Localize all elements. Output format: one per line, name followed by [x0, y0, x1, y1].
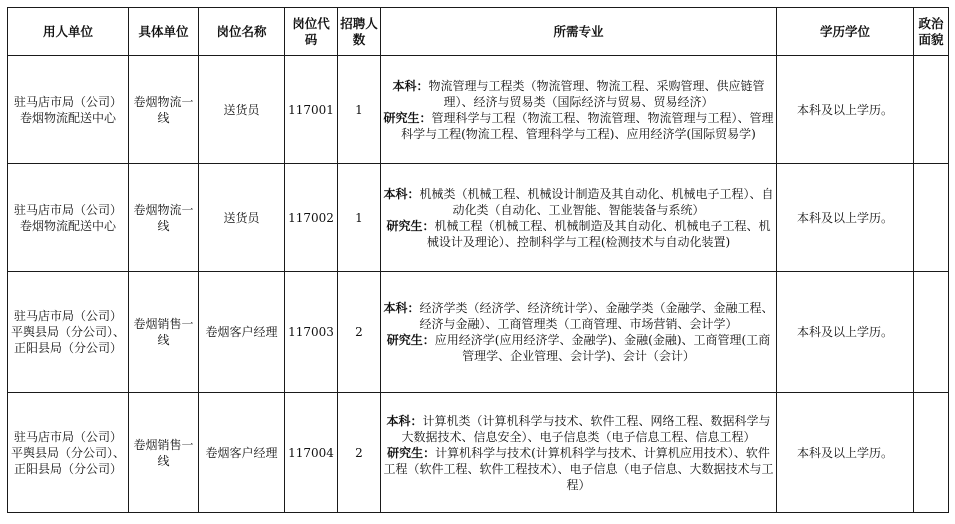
header-position: 岗位名称 [199, 8, 285, 56]
cell-employer: 驻马店市局（公司）卷烟物流配送中心 [8, 164, 129, 272]
undergrad-label: 本科： [383, 186, 420, 201]
cell-unit: 卷烟物流一线 [129, 164, 199, 272]
undergrad-majors: 物流管理与工程类（物流管理、物流工程、采购管理、供应链管理）、经济与贸易类（国际经济与贸易、贸易经济） [428, 78, 765, 109]
header-employer: 用人单位 [8, 8, 129, 56]
grad-label: 研究生： [386, 218, 435, 233]
cell-code: 117002 [285, 164, 338, 272]
cell-position: 卷烟客户经理 [199, 393, 285, 513]
cell-count: 1 [338, 56, 381, 164]
undergrad-majors: 机械类（机械工程、机械设计制造及其自动化、机械电子工程）、自动化类（自动化、工业智能、智能装备与系统） [419, 186, 774, 217]
grad-label: 研究生： [387, 445, 436, 460]
table-row [8, 272, 949, 393]
header-row [8, 8, 949, 56]
cell-education: 本科及以上学历。 [777, 164, 914, 272]
grad-label: 研究生： [383, 110, 432, 125]
grad-label: 研究生： [386, 333, 435, 347]
cell-political [914, 272, 949, 393]
grad-majors: 应用经济学(应用经济学、金融学)、金融(金融)、工商管理(工商管理学、企业管理、会计学)、会计（会计） [434, 333, 771, 363]
cell-position: 送货员 [199, 56, 285, 164]
cell-education: 本科及以上学历。 [777, 272, 914, 393]
undergrad-label: 本科： [383, 301, 420, 315]
header-code: 岗位代码 [285, 8, 338, 56]
cell-political [914, 56, 949, 164]
cell-employer: 驻马店市局（公司）卷烟物流配送中心 [8, 56, 129, 164]
cell-code: 117003 [285, 272, 338, 393]
table-row [8, 56, 949, 164]
cell-unit: 卷烟销售一线 [129, 393, 199, 513]
undergrad-label: 本科： [392, 78, 429, 93]
cell-unit: 卷烟物流一线 [129, 56, 199, 164]
grad-majors: 管理科学与工程（物流工程、物流管理、物流管理与工程）、管理科学与工程(物流工程、管理科学与工程)、应用经济学(国际贸易学) [401, 110, 774, 141]
header-major: 所需专业 [381, 8, 777, 56]
header-political: 政治面貌 [914, 8, 949, 56]
cell-major [381, 164, 777, 272]
cell-employer: 驻马店市局（公司）平舆县局（分公司）、正阳县局（分公司） [8, 272, 129, 393]
cell-count: 1 [338, 164, 381, 272]
undergrad-label: 本科： [386, 413, 423, 428]
grad-majors: 机械工程（机械工程、机械制造及其自动化、机械电子工程、机械设计及理论）、控制科学与工程(检测技术与自动化装置) [426, 218, 771, 249]
cell-position: 送货员 [199, 164, 285, 272]
header-count: 招聘人数 [338, 8, 381, 56]
undergrad-majors: 经济学类（经济学、经济统计学）、金融学类（金融学、金融工程、经济与金融）、工商管理类（工商管理、市场营销、会计学） [419, 301, 774, 331]
cell-major [381, 272, 777, 393]
cell-position: 卷烟客户经理 [199, 272, 285, 393]
cell-political [914, 164, 949, 272]
cell-education: 本科及以上学历。 [777, 393, 914, 513]
header-education: 学历学位 [777, 8, 914, 56]
grad-majors: 计算机科学与技术(计算机科学与技术、计算机应用技术）、软件工程（软件工程、软件工程技术）、电子信息（电子信息、大数据技术与工程） [383, 445, 774, 492]
cell-count: 2 [338, 393, 381, 513]
cell-code: 117001 [285, 56, 338, 164]
table-row [8, 164, 949, 272]
cell-major [381, 56, 777, 164]
job-table [7, 7, 949, 513]
undergrad-majors: 计算机类（计算机科学与技术、软件工程、网络工程、数据科学与大数据技术、信息安全）、电子信息类（电子信息工程、信息工程） [401, 413, 771, 444]
header-unit: 具体单位 [129, 8, 199, 56]
cell-count: 2 [338, 272, 381, 393]
cell-major [381, 393, 777, 513]
cell-unit: 卷烟销售一线 [129, 272, 199, 393]
cell-code: 117004 [285, 393, 338, 513]
cell-political [914, 393, 949, 513]
cell-employer: 驻马店市局（公司）平舆县局（分公司）、正阳县局（分公司） [8, 393, 129, 513]
cell-education: 本科及以上学历。 [777, 56, 914, 164]
table-row [8, 393, 949, 513]
